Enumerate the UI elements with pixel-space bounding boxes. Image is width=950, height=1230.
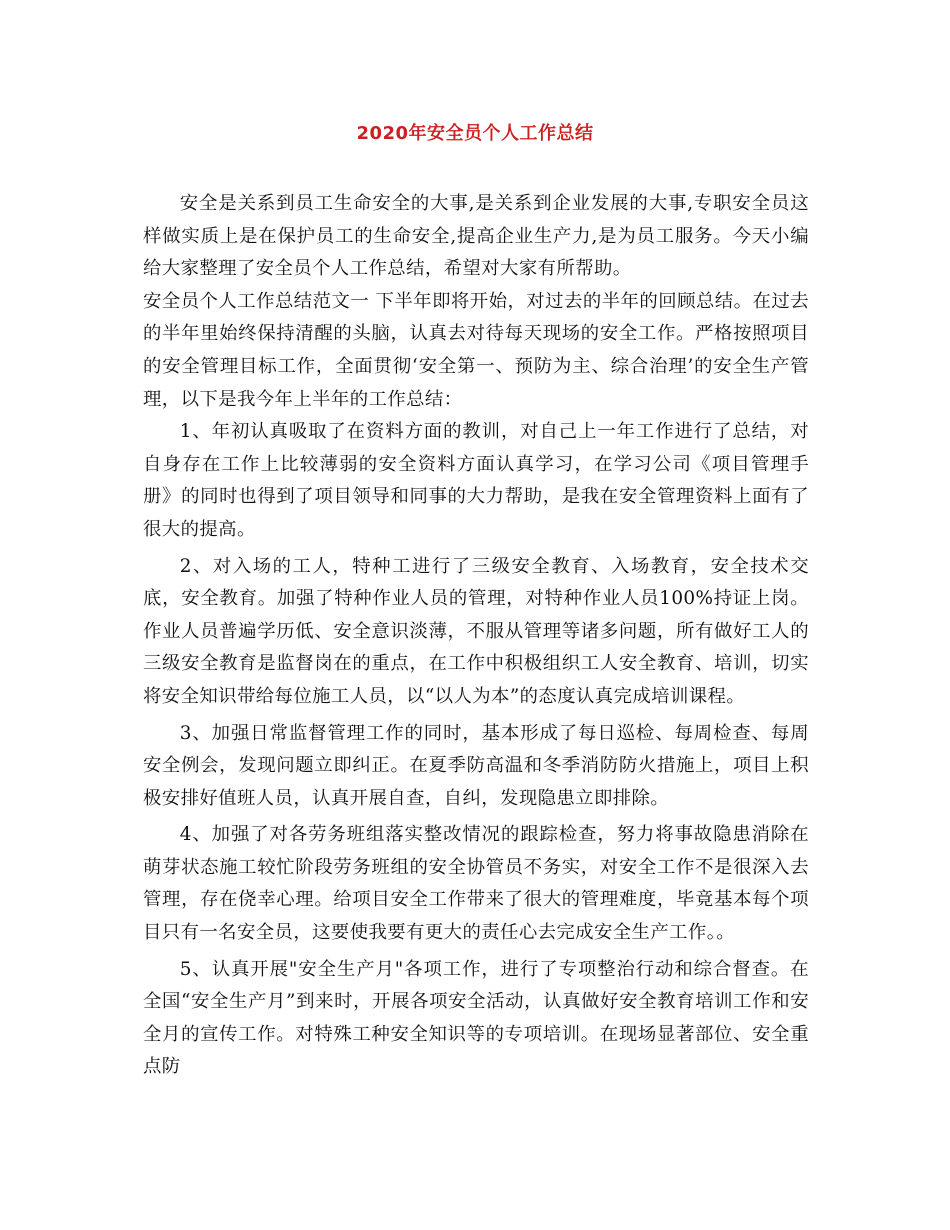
document-title: 2020年安全员个人工作总结 <box>356 123 594 144</box>
item-3-paragraph: 3、加强日常监督管理工作的同时，基本形成了每日巡检、每周检查、每周安全例会，发现问题立即纠正。在夏季防高温和冬季消防防火措施上，项目上积极安排好值班人员，认真开展自查，自纠，发现隐患立即排除。 <box>143 722 809 809</box>
item-4-paragraph: 4、加强了对各劳务班组落实整改情况的跟踪检查，努力将事故隐患消除在萌芽状态施工较忙阶段劳务班组的安全协管员不务实，对安全工作不是很深入去管理，存在侥幸心理。给项目安全工作带来了很大的管理难度，毕竟基本每个项目只有一名安全员，这要使我要有更大的责任心去完成安全生产工作。。 <box>143 824 809 944</box>
document-body <box>143 188 809 1084</box>
item-5-paragraph: 5、认真开展"安全生产月"各项工作，进行了专项整治行动和综合督查。在全国“安全生产月”到来时，开展各项安全活动，认真做好安全教育培训工作和安全月的宣传工作。对特殊工种安全知识等的专项培训。在现场显著部位、安全重点防 <box>143 958 809 1078</box>
sample-intro-text: 下半年即将开始，对过去的半年的回顾总结。在过去的半年里始终保持清醒的头脑，认真去对待每天现场的安全工作。严格按照项目的安全管理目标工作，全面贯彻‘安全第一、预防为主、综合治理’的安全生产管理，以下是我今年上半年的工作总结： <box>143 290 809 410</box>
sample-heading: 安全员个人工作总结范文一 <box>143 290 370 312</box>
item-2-paragraph: 2、对入场的工人，特种工进行了三级安全教育、入场教育，安全技术交底，安全教育。加强了特种作业人员的管理，对特种作业人员100%持证上岗。作业人员普遍学历低、安全意识淡薄，不服从管理等诸多问题，所有做好工人的三级安全教育是监督岗在的重点，在工作中积极组织工人安全教育、培训，切实将安全知识带给每位施工人员，以“以人为本”的态度认真完成培训课程。 <box>143 555 809 707</box>
intro-paragraph: 安全是关系到员工生命安全的大事,是关系到企业发展的大事,专职安全员这样做实质上是在保护员工的生命安全,提高企业生产力,是为员工服务。今天小编给大家整理了安全员个人工作总结，希望对大家有所帮助。 <box>143 193 809 280</box>
item-1-paragraph: 1、年初认真吸取了在资料方面的教训，对自己上一年工作进行了总结，对自身存在工作上比较薄弱的安全资料方面认真学习，在学习公司《项目管理手册》的同时也得到了项目领导和同事的大力帮助，是我在安全管理资料上面有了很大的提高。 <box>143 421 809 540</box>
sample-paragraph <box>143 286 809 416</box>
